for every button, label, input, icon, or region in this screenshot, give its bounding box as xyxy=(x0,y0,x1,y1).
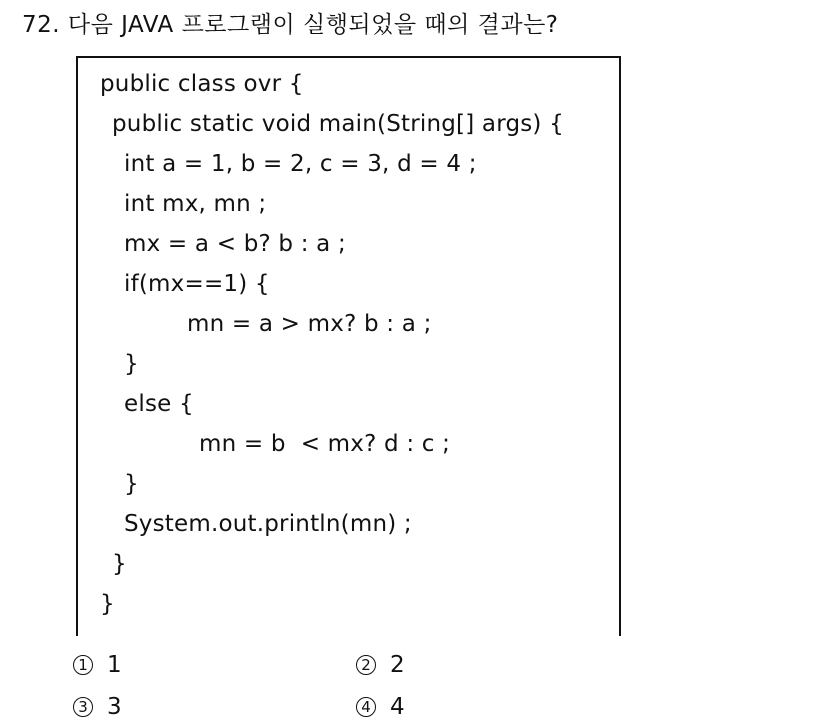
code-line: int mx, mn ; xyxy=(124,191,267,217)
code-line: public class ovr { xyxy=(100,71,304,97)
code-line: int a = 1, b = 2, c = 3, d = 4 ; xyxy=(124,151,477,177)
choice-4[interactable] xyxy=(356,694,405,720)
code-line: mn = b < mx? d : c ; xyxy=(199,431,451,457)
code-line: } xyxy=(100,591,115,617)
code-line: } xyxy=(112,551,127,577)
code-line: else { xyxy=(124,391,194,417)
question-title: 72. 다음 JAVA 프로그램이 실행되었을 때의 결과는? xyxy=(22,12,559,38)
code-line: mn = a > mx? b : a ; xyxy=(187,311,432,337)
choice-marker: 4 xyxy=(356,697,376,717)
code-box xyxy=(76,56,621,636)
code-line: } xyxy=(124,351,139,377)
choice-marker: 3 xyxy=(73,697,93,717)
code-line: System.out.println(mn) ; xyxy=(124,511,412,537)
code-line: } xyxy=(124,471,139,497)
choice-3[interactable] xyxy=(73,694,122,720)
code-line: mx = a < b? b : a ; xyxy=(124,231,346,257)
code-line: public static void main(String[] args) { xyxy=(112,111,564,137)
choice-value: 3 xyxy=(107,694,122,720)
choice-value: 4 xyxy=(390,694,405,720)
choice-marker: 1 xyxy=(73,655,93,675)
choice-1[interactable] xyxy=(73,652,122,678)
choice-marker: 2 xyxy=(356,655,376,675)
choice-value: 2 xyxy=(390,652,405,678)
choice-2[interactable] xyxy=(356,652,405,678)
choice-value: 1 xyxy=(107,652,122,678)
code-line: if(mx==1) { xyxy=(124,271,270,297)
